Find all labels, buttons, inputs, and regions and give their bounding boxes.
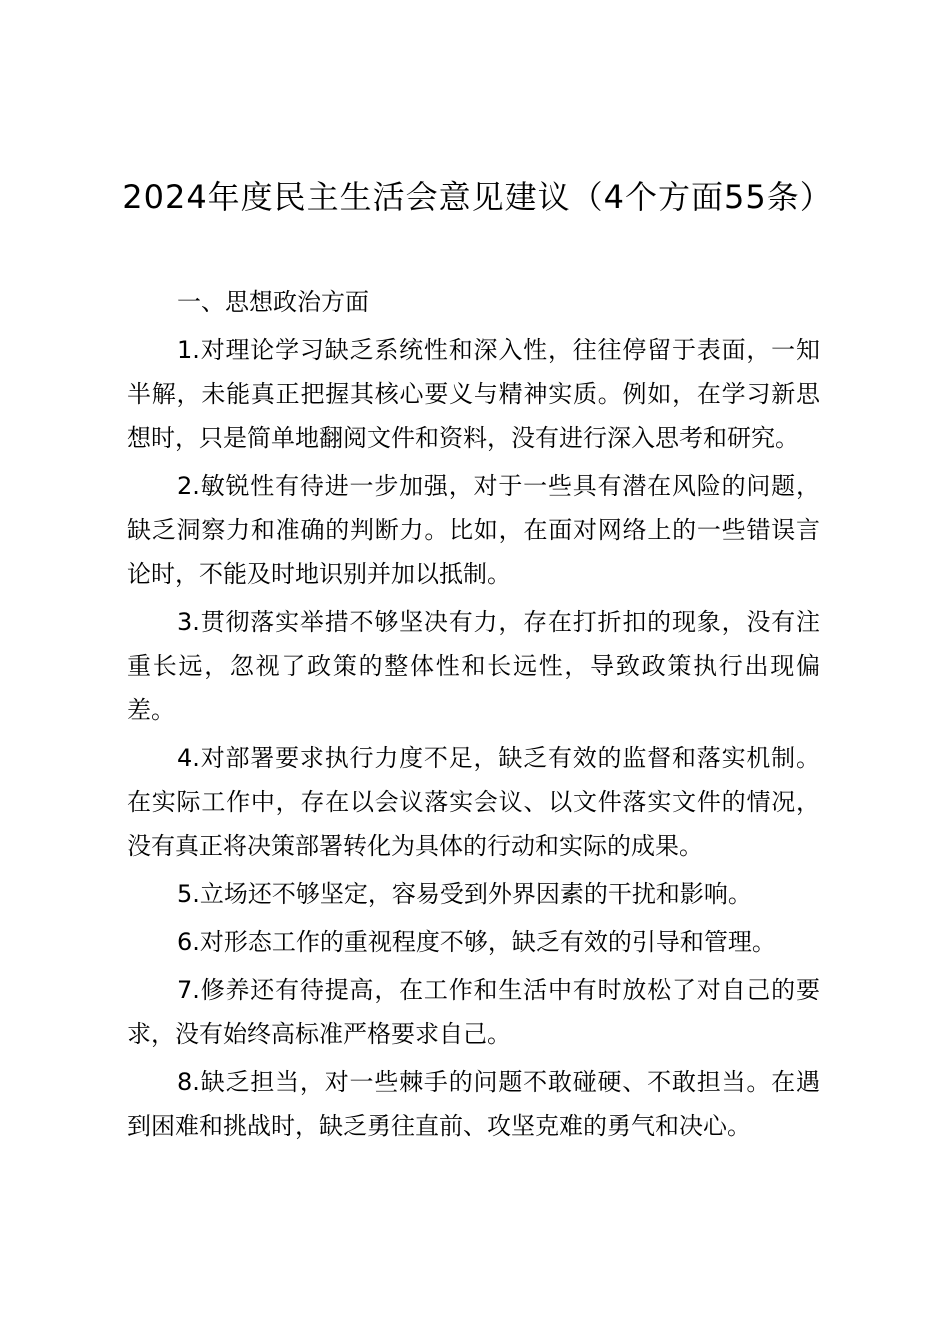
list-item: 7.修养还有待提高，在工作和生活中有时放松了对自己的要求，没有始终高标准严格要求自己。	[127, 976, 820, 1048]
list-item: 6.对形态工作的重视程度不够，缺乏有效的引导和管理。	[177, 928, 776, 956]
document-body	[127, 280, 820, 1152]
list-item: 3.贯彻落实举措不够坚决有力，存在打折扣的现象，没有注重长远，忽视了政策的整体性和长远性，导致政策执行出现偏差。	[127, 608, 820, 724]
list-item: 8.缺乏担当，对一些棘手的问题不敢碰硬、不敢担当。在遇到困难和挑战时，缺乏勇往直前、攻坚克难的勇气和决心。	[127, 1068, 820, 1140]
section-heading: 一、思想政治方面	[177, 288, 369, 316]
list-item: 2.敏锐性有待进一步加强，对于一些具有潜在风险的问题，缺乏洞察力和准确的判断力。比如，在面对网络上的一些错误言论时，不能及时地识别并加以抵制。	[127, 472, 820, 588]
list-item: 1.对理论学习缺乏系统性和深入性，往往停留于表面，一知半解，未能真正把握其核心要义与精神实质。例如，在学习新思想时，只是简单地翻阅文件和资料，没有进行深入思考和研究。	[127, 336, 820, 452]
list-item: 5.立场还不够坚定，容易受到外界因素的干扰和影响。	[177, 880, 752, 908]
list-item: 4.对部署要求执行力度不足，缺乏有效的监督和落实机制。在实际工作中，存在以会议落实会议、以文件落实文件的情况，没有真正将决策部署转化为具体的行动和实际的成果。	[127, 744, 820, 860]
document-title: 2024年度民主生活会意见建议（4个方面55条）	[122, 178, 833, 216]
